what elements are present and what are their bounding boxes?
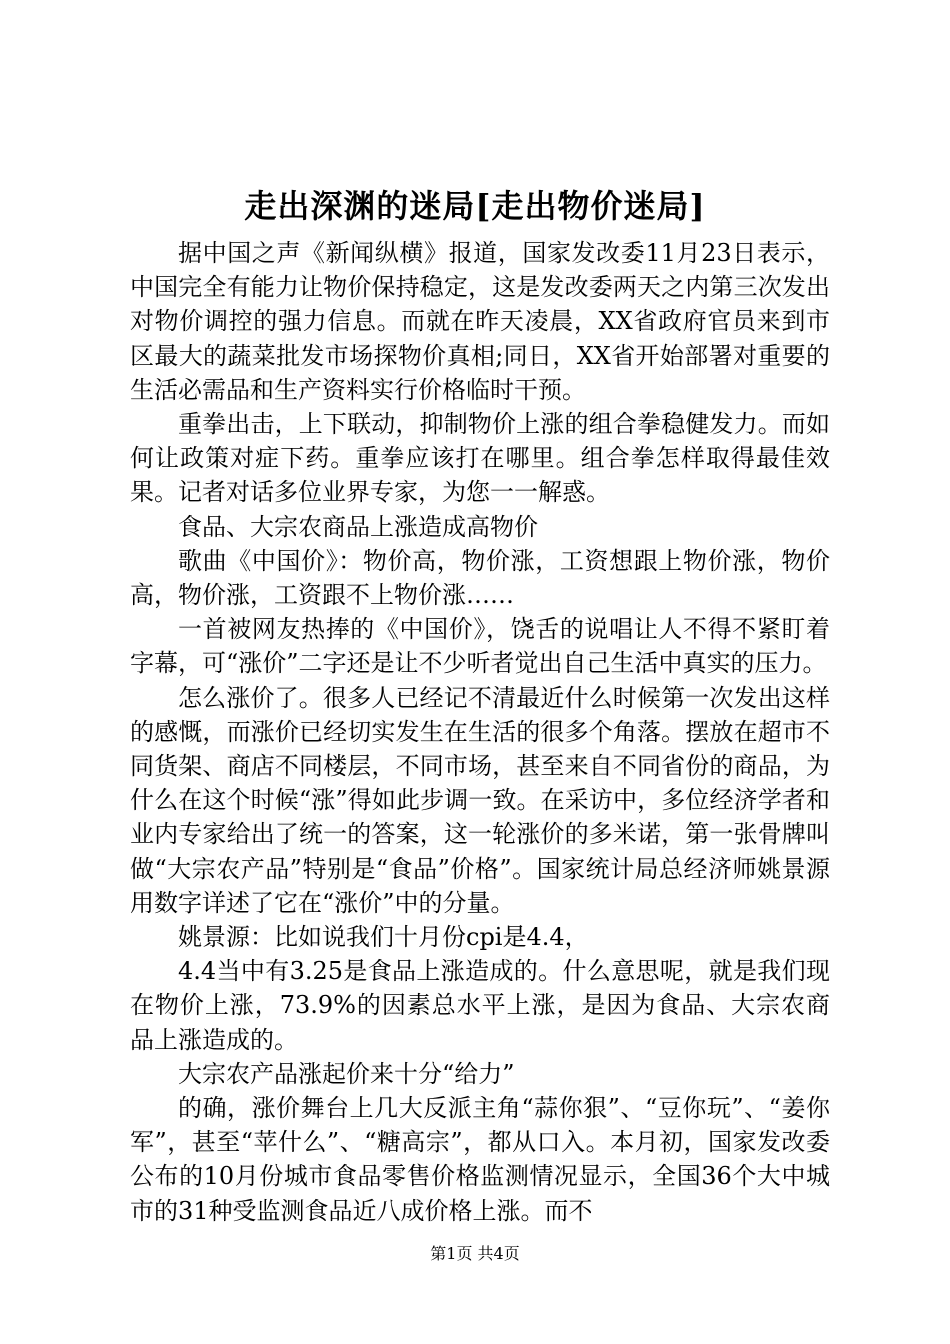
paragraph: 据中国之声《新闻纵横》报道，国家发改委11月23日表示，中国完全有能力让物价保持稳定，这是发改委两天之内第三次发出对物价调控的强力信息。而就在昨天凌晨，XX省政府官员来到市区最大的蔬菜批发市场探物价真相;同日，XX省开始部署对重要的生活必需品和生产资料实行价格临时干预。 [130,239,830,404]
paragraph: 怎么涨价了。很多人已经记不清最近什么时候第一次发出这样的感慨，而涨价已经切实发生在生活的很多个角落。摆放在超市不同货架、商店不同楼层，不同市场，甚至来自不同省份的商品，为什么在这个时候“涨”得如此步调一致。在采访中，多位经济学者和业内专家给出了统一的答案，这一轮涨价的多米诺，第一张骨牌叫做“大宗农产品”特别是“食品”价格”。国家统计局总经济师姚景源用数字详述了它在“涨价”中的分量。 [130,683,830,917]
paragraph: 4.4当中有3.25是食品上涨造成的。什么意思呢，就是我们现在物价上涨，73.9%的因素总水平上涨，是因为食品、大宗农商品上涨造成的。 [130,957,830,1054]
paragraph: 重拳出击，上下联动，抑制物价上涨的组合拳稳健发力。而如何让政策对症下药。重拳应该打在哪里。组合拳怎样取得最佳效果。记者对话多位业界专家，为您一一解惑。 [130,410,830,507]
paragraph: 姚景源：比如说我们十月份cpi是4.4， [178,923,589,952]
page-footer: 第1页 共4页 [430,1244,520,1263]
paragraph: 的确，涨价舞台上几大反派主角“蒜你狠”、“豆你玩”、“姜你军”，甚至“苹什么”、“糖高宗”，都从口入。本月初，国家发改委公布的10月份城市食品零售价格监测情况显示，全国36个大中城市的31种受监测食品近八成价格上涨。而不 [130,1094,830,1225]
paragraph: 歌曲《中国价》：物价高，物价涨，工资想跟上物价涨，物价高，物价涨，工资跟不上物价涨…… [130,546,830,610]
document-title: 走出深渊的迷局[走出物价迷局] [244,187,706,225]
section-heading: 食品、大宗农商品上涨造成高物价 [178,512,538,541]
paragraph: 一首被网友热捧的《中国价》，饶舌的说唱让人不得不紧盯着字幕，可“涨价”二字还是让不少听者觉出自己生活中真实的压力。 [130,615,830,678]
document-body [130,236,830,1228]
section-heading: 大宗农产品涨起价来十分“给力” [178,1059,515,1088]
